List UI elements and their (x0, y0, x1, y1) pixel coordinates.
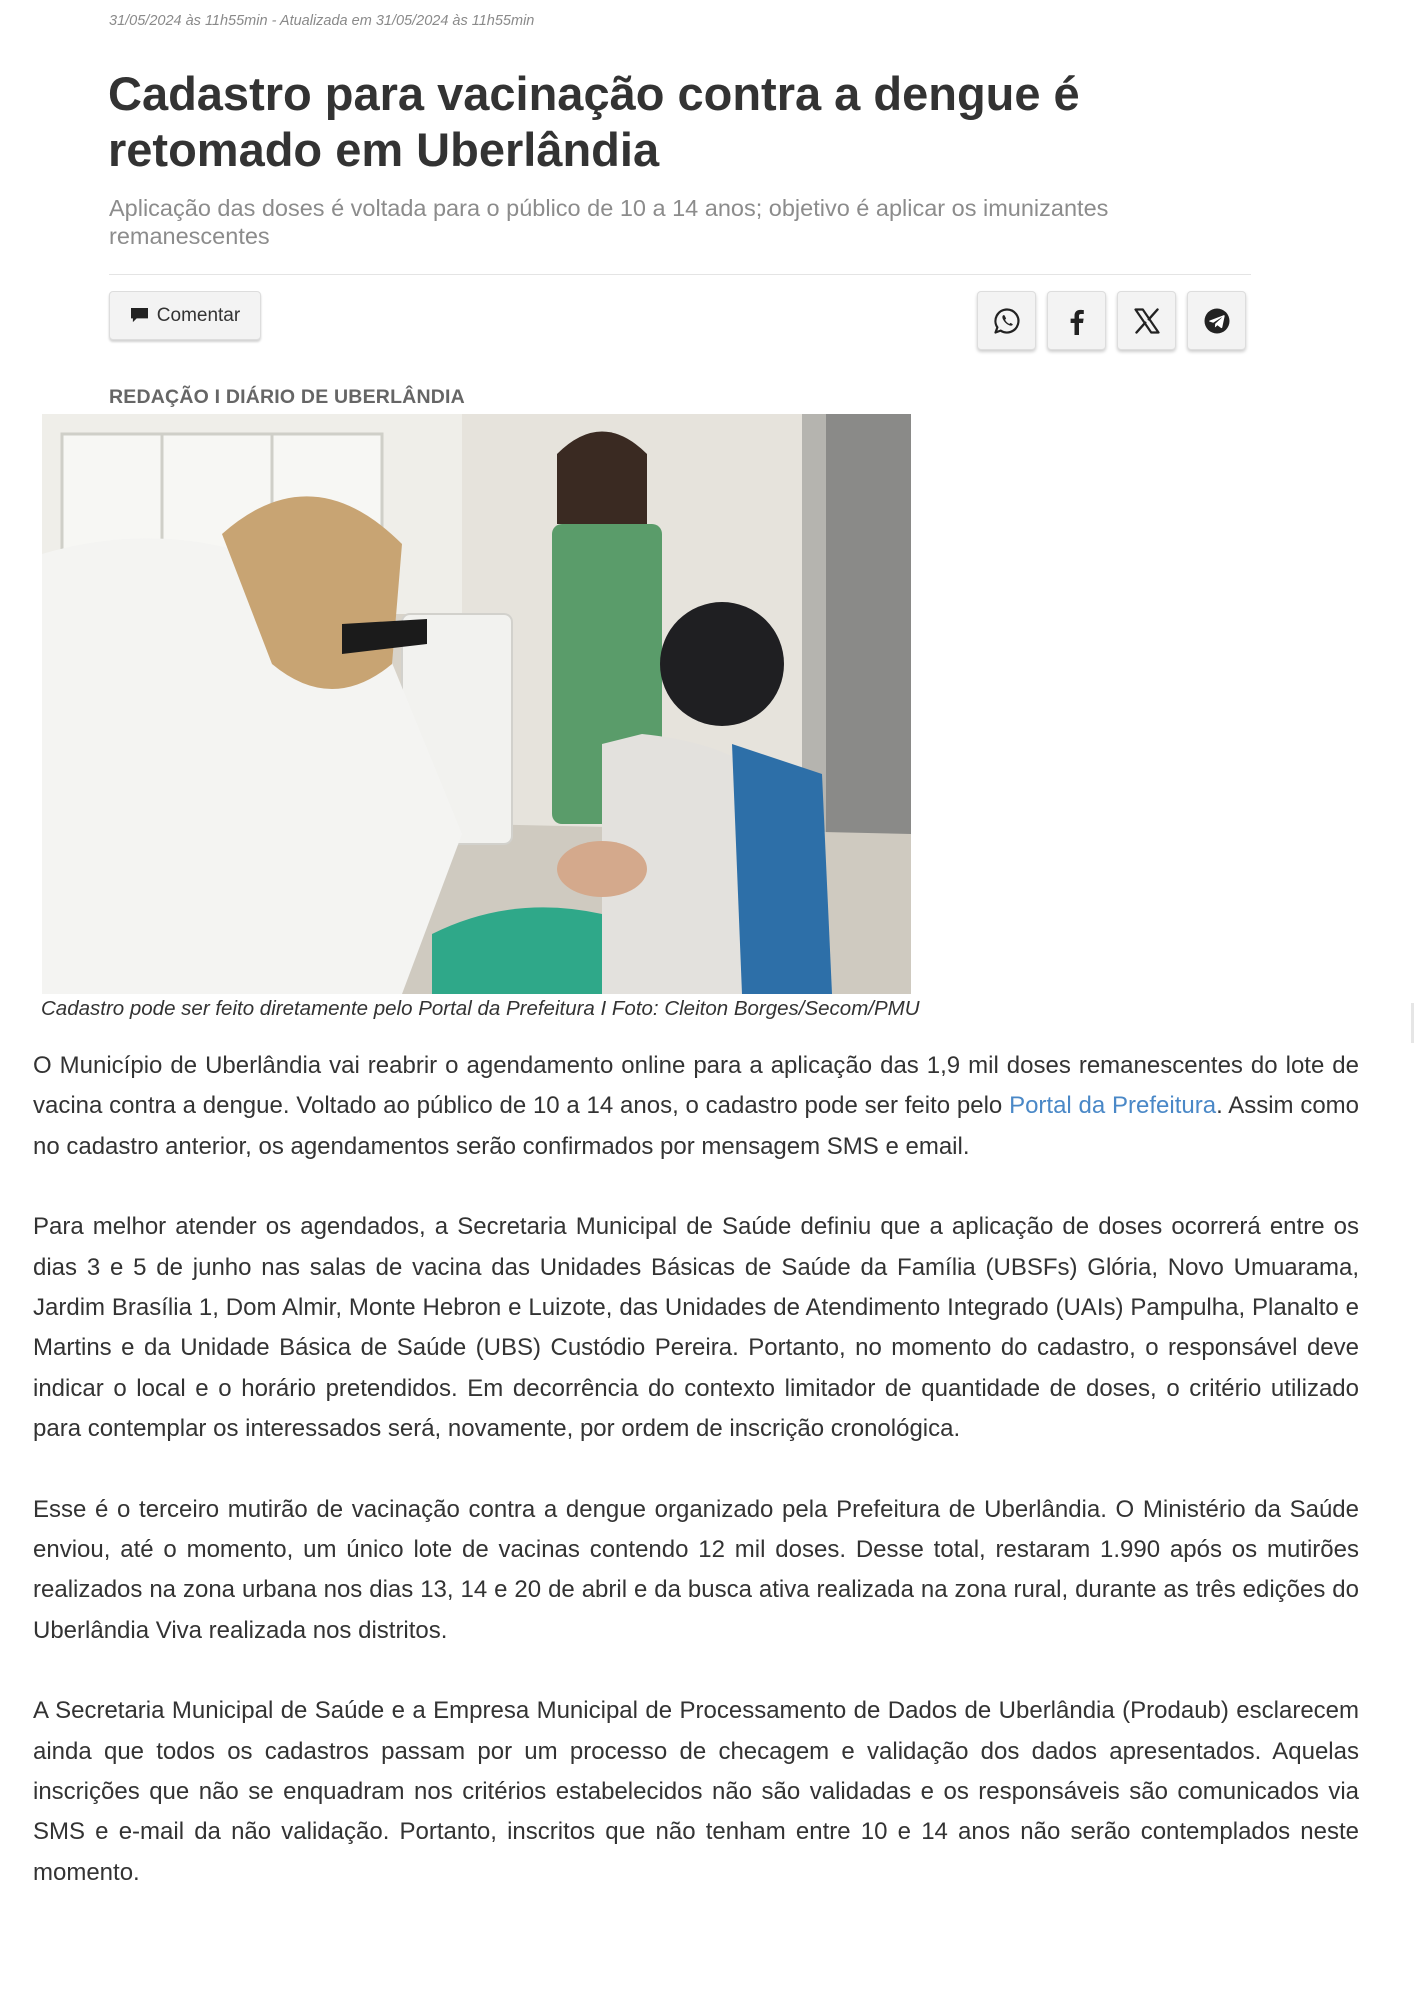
comment-button-label: Comentar (156, 304, 241, 326)
headline: Cadastro para vacinação contra a dengue é retomado em Uberlândia (108, 67, 1080, 176)
byline: REDAÇÃO I DIÁRIO DE UBERLÂNDIA (109, 386, 465, 408)
share-whatsapp-button[interactable] (977, 291, 1036, 350)
whatsapp-icon (991, 305, 1023, 337)
article-body (33, 1046, 1359, 1893)
article-photo (42, 414, 911, 994)
x-twitter-icon (1131, 305, 1163, 337)
share-telegram-button[interactable] (1187, 291, 1246, 350)
share-facebook-button[interactable] (1047, 291, 1106, 350)
publish-date: 31/05/2024 às 11h55min - Atualizada em 31/05/2024 às 11h55min (109, 13, 535, 29)
portal-prefeitura-link[interactable]: Portal da Prefeitura (1009, 1092, 1217, 1120)
paragraph-1-text-end: . Assim como no cadastro anterior, os agendamentos serão confirmados por mensagem SMS e email. (33, 1092, 1360, 1160)
telegram-icon (1201, 305, 1233, 337)
paragraph-4: A Secretaria Municipal de Saúde e a Empresa Municipal de Processamento de Dados de Uberlândia (Prodaub) esclarecem ainda que todos os cadastros passam por um processo de checagem e validação dos dados apresentados. Aquelas inscrições que não se enquadram nos critérios estabelecidos não são validadas e os responsáveis são comunicados via SMS e e-mail da não validação. Portanto, inscritos que não tenham entre 10 e 14 anos não serão contemplados neste momento. (33, 1697, 1359, 1886)
paragraph-1 (33, 1046, 1359, 1167)
paragraph-2: Para melhor atender os agendados, a Secretaria Municipal de Saúde definiu que a aplicação de doses ocorrerá entre os dias 3 e 5 de junho nas salas de vacina das Unidades Básicas de Saúde da Família (UBSFs) Glória, Novo Umuarama, Jardim Brasília 1, Dom Almir, Monte Hebron e Luizote, das Unidades de Atendimento Integrado (UAIs) Pampulha, Planalto e Martins e da Unidade Básica de Saúde (UBS) Custódio Pereira. Portanto, no momento do cadastro, o responsável deve indicar o local e o horário pretendidos. Em decorrência do contexto limitador de quantidade de doses, o critério utilizado para contemplar os interessados será, novamente, por ordem de inscrição cronológica. (33, 1213, 1359, 1442)
divider (109, 274, 1251, 275)
comment-button[interactable] (109, 291, 261, 340)
paragraph-3: Esse é o terceiro mutirão de vacinação contra a dengue organizado pela Prefeitura de Uberlândia. O Ministério da Saúde enviou, até o momento, um único lote de vacinas contendo 12 mil doses. Desse total, restaram 1.990 após os mutirões realizados na zona urbana nos dias 13, 14 e 20 de abril e da busca ativa realizada na zona rural, durante as três edições do Uberlândia Viva realizada nos distritos. (33, 1495, 1359, 1644)
subtitle: Aplicação das doses é voltada para o público de 10 a 14 anos; objetivo é aplicar os imunizantes remanescentes (109, 195, 1109, 249)
share-x-button[interactable] (1117, 291, 1176, 350)
share-buttons (977, 291, 1246, 350)
paragraph-1-text-start: O Município de Uberlândia vai reabrir o agendamento online para a aplicação das 1,9 mil doses remanescentes do lote de vacina contra a dengue. Voltado ao público de 10 a 14 anos, o cadastro pode ser feito pelo (33, 1052, 1359, 1120)
photo-caption: Cadastro pode ser feito diretamente pelo Portal da Prefeitura I Foto: Cleiton Borges/Secom/PMU (41, 997, 920, 1020)
comment-icon (130, 307, 149, 324)
facebook-icon (1061, 305, 1093, 337)
